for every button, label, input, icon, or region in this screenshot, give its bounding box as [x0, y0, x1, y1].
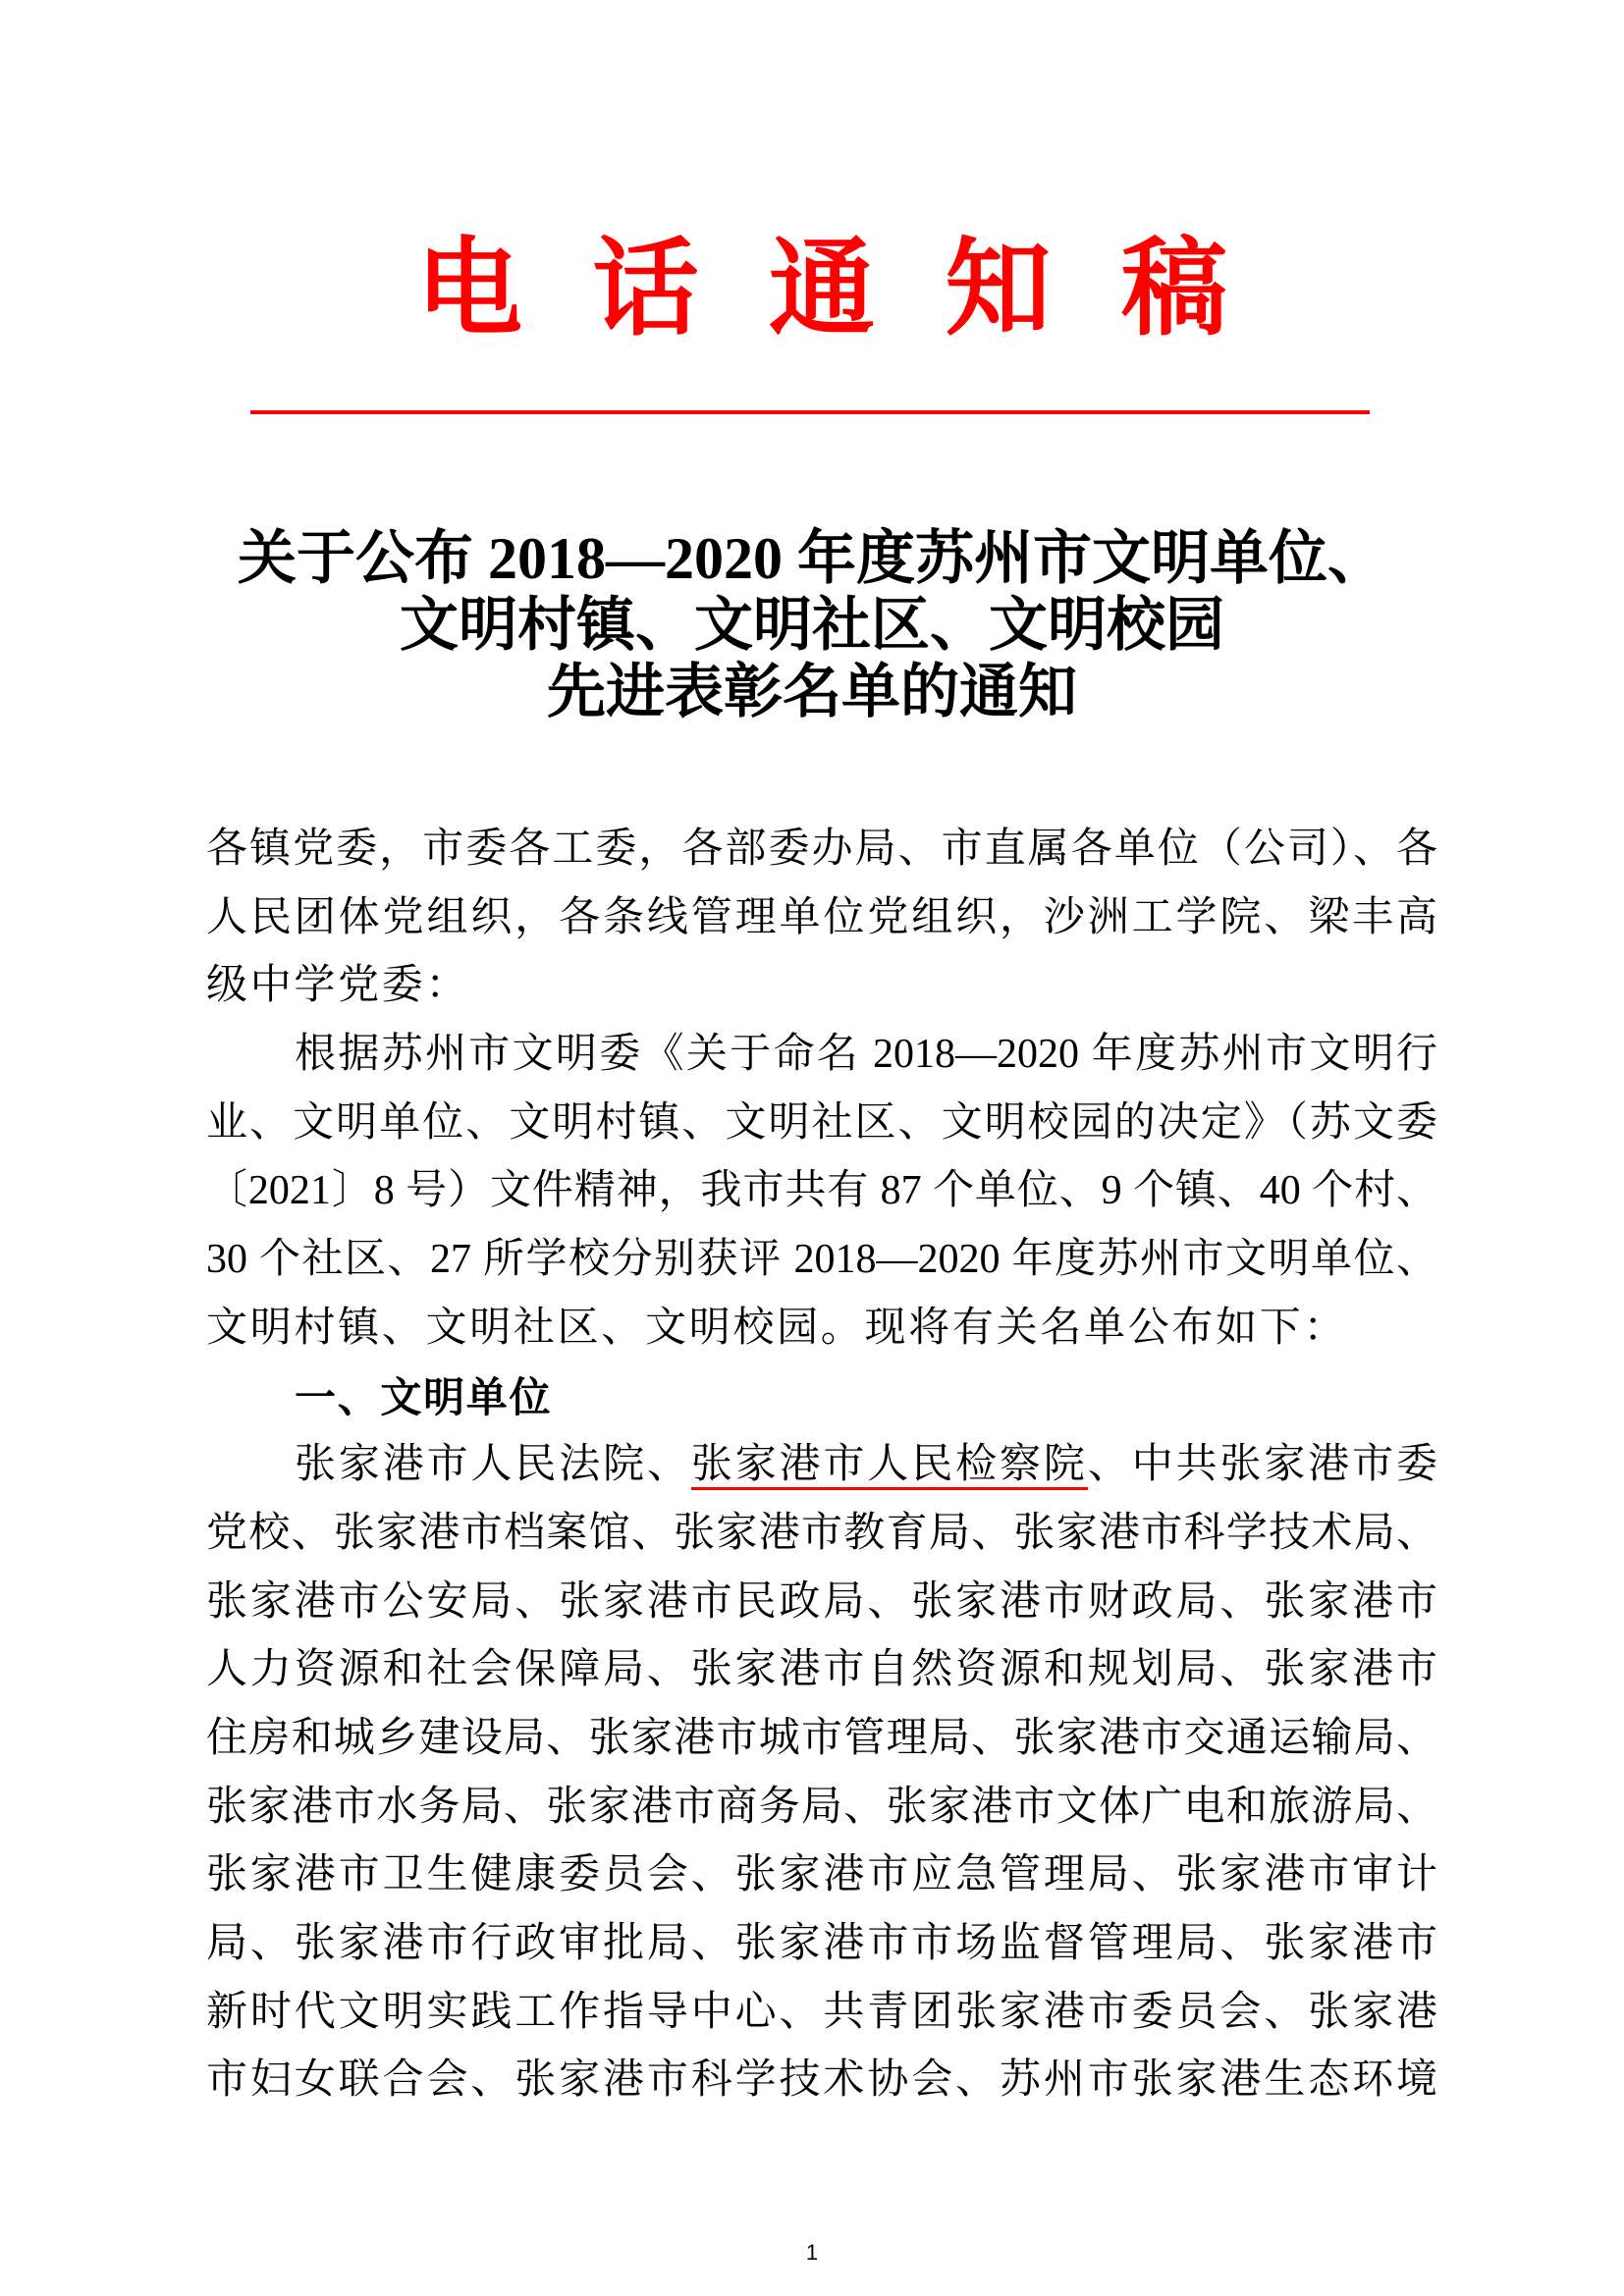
intro-line: 根据苏州市文明委《关于命名 2018—2020 年度苏州市文明行 [295, 1032, 1437, 1078]
units-line: 人力资源和社会保障局、张家港市自然资源和规划局、张家港市 [206, 1647, 1437, 1693]
unit-text: 、中共张家港市委 [1087, 1442, 1437, 1488]
salutation-line: 级中学党委： [206, 963, 470, 1009]
document-body [206, 816, 1437, 2115]
section-title-civilized-units: 一、文明单位 [295, 1372, 553, 1421]
page-number: 1 [805, 2240, 819, 2265]
units-line: 张家港市公安局、张家港市民政局、张家港市财政局、张家港市 [206, 1578, 1437, 1625]
intro-line: 文明村镇、文明社区、文明校园。现将有关名单公布如下： [206, 1305, 1348, 1351]
heading-line: 先进表彰名单的通知 [547, 660, 1077, 724]
units-line [295, 1431, 1437, 1500]
underlined-unit-procuratorate: 张家港市人民检察院 [691, 1442, 1088, 1490]
intro-line: 业、文明单位、文明村镇、文明社区、文明校园的决定》（苏文委 [206, 1099, 1437, 1146]
units-line: 新时代文明实践工作指导中心、共青团张家港市委员会、张家港 [206, 1989, 1437, 2035]
units-line: 张家港市水务局、张家港市商务局、张家港市文体广电和旅游局、 [206, 1784, 1437, 1830]
heading-line: 文明村镇、文明社区、文明校园 [400, 593, 1224, 658]
notice-title: 电 话 通 知 稿 [416, 227, 1227, 350]
units-line: 局、张家港市行政审批局、张家港市市场监督管理局、张家港市 [206, 1921, 1437, 1966]
units-line: 住房和城乡建设局、张家港市城市管理局、张家港市交通运输局、 [206, 1715, 1437, 1761]
heading-line: 关于公布 2018—2020 年度苏州市文明单位、 [238, 526, 1386, 591]
salutation-line: 各镇党委，市委各工委，各部委办局、市直属各单位（公司）、各 [206, 827, 1437, 872]
units-line: 党校、张家港市档案馆、张家港市教育局、张家港市科学技术局、 [206, 1510, 1437, 1556]
units-line: 市妇女联合会、张家港市科学技术协会、苏州市张家港生态环境 [206, 2057, 1437, 2104]
intro-line: 30 个社区、27 所学校分别获评 2018—2020 年度苏州市文明单位、 [206, 1237, 1437, 1283]
units-line: 张家港市卫生健康委员会、张家港市应急管理局、张家港市审计 [206, 1852, 1437, 1898]
document-heading [0, 525, 1624, 725]
intro-line: 〔2021〕8 号）文件精神，我市共有 87 个单位、9 个镇、40 个村、 [206, 1168, 1437, 1214]
title-divider-rule [250, 410, 1370, 414]
unit-text: 张家港市人民法院、 [295, 1442, 691, 1488]
salutation-line: 人民团体党组织，各条线管理单位党组织，沙洲工学院、梁丰高 [206, 894, 1437, 940]
